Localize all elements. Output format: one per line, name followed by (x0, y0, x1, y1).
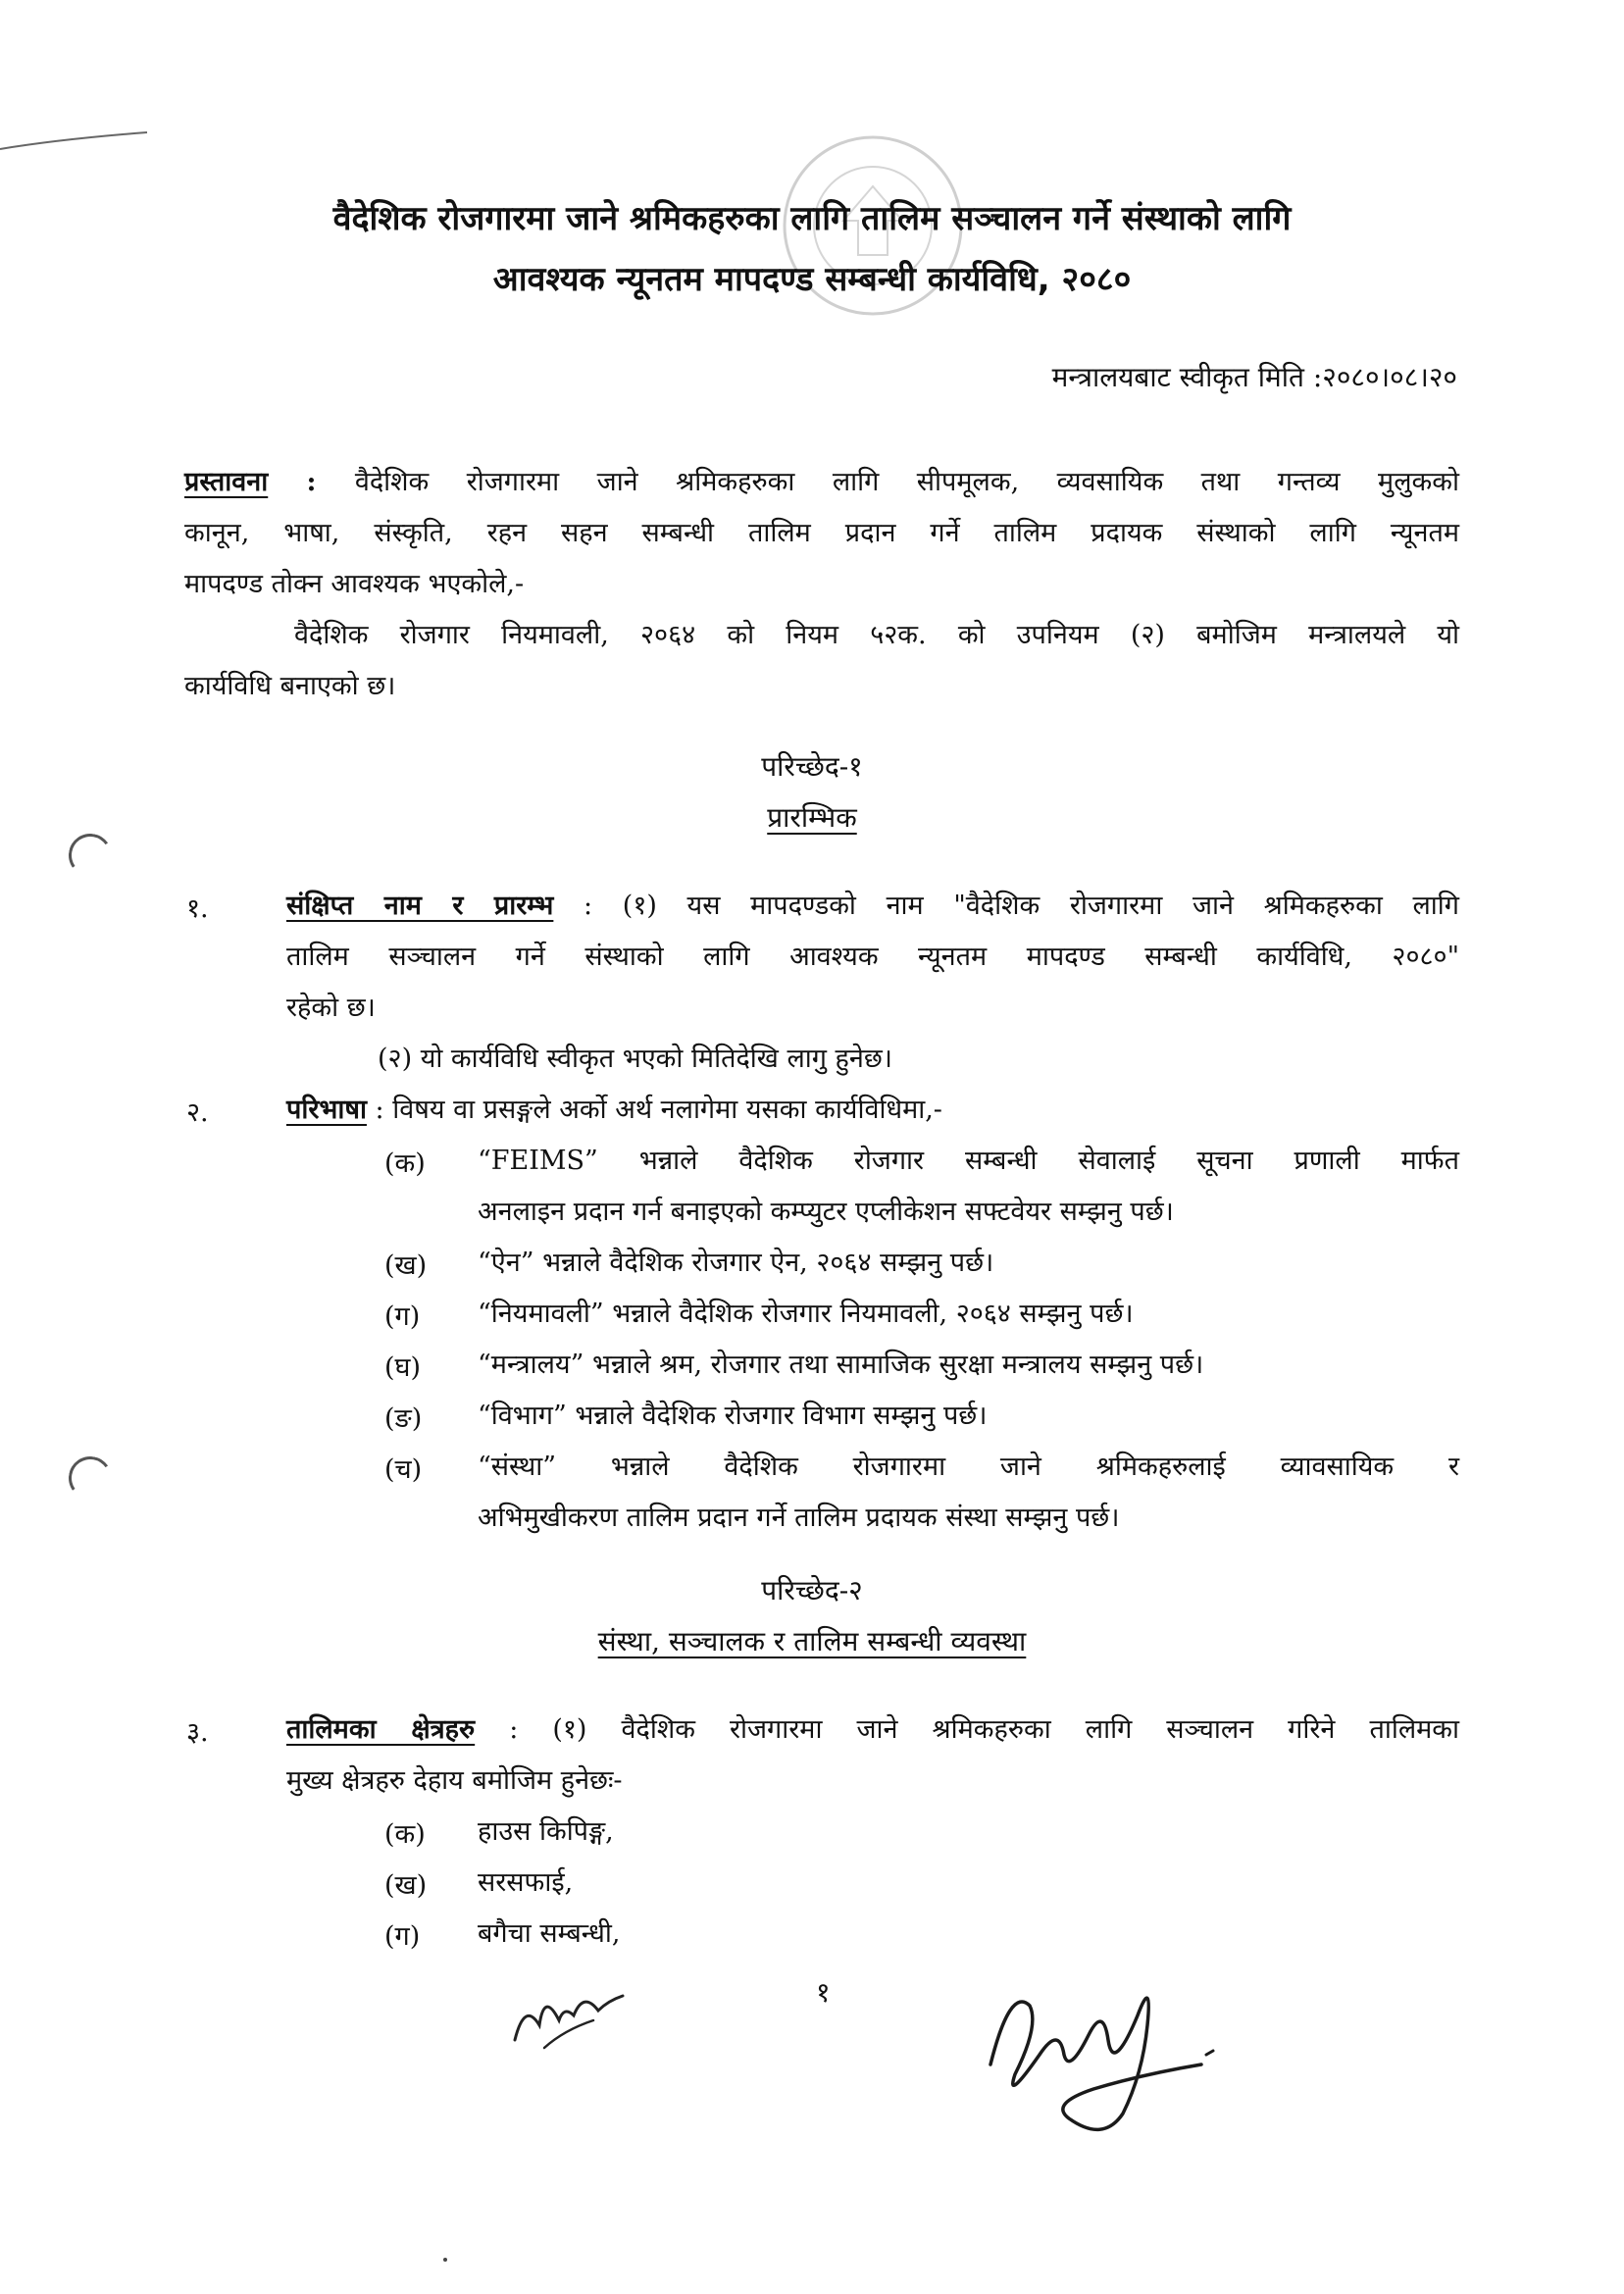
list-marker: (ख) (384, 1870, 428, 1901)
scan-dot (443, 2258, 447, 2262)
list-marker: (क) (384, 1148, 426, 1179)
definition-item: अनलाइन प्रदान गर्न बनाइएको कम्प्युटर एप्लीकेशन सफ्टवेयर सम्झनु पर्छ। (478, 1197, 1174, 1227)
section-number: २. (186, 1097, 209, 1128)
section-text: मुख्य क्षेत्रहरु देहाय बमोजिम हुनेछः- (286, 1765, 623, 1796)
list-marker: (ग) (384, 1301, 421, 1332)
definition-item: “संस्था” भन्नाले वैदेशिक रोजगारमा जाने श्रमिकहरुलाई व्यावसायिक र (478, 1452, 1459, 1482)
document-title-line2: आवश्यक न्यूनतम मापदण्ड सम्बन्धी कार्यविधि, २०८० (492, 260, 1132, 299)
section-label: तालिमका क्षेत्रहरु (286, 1714, 476, 1745)
list-marker: (ग) (384, 1921, 421, 1952)
section-text: तालिमका क्षेत्रहरु : (१) वैदेशिक रोजगारमा जाने श्रमिकहरुका लागि सञ्चालन गरिने तालिमका (286, 1714, 1460, 1745)
preamble-paragraph: कार्यविधि बनाएको छ। (184, 671, 396, 701)
punch-hole-mark (66, 831, 116, 881)
chapter-heading: परिच्छेद-२ (761, 1574, 863, 1606)
list-marker: (क) (384, 1819, 426, 1850)
training-area-item: हाउस किपिङ्ग, (478, 1816, 614, 1847)
chapter-title: प्रारम्भिक (767, 801, 857, 834)
chapter-title: संस्था, सञ्चालक र तालिम सम्बन्धी व्यवस्था (597, 1625, 1027, 1657)
document-title-line1: वैदेशिक रोजगारमा जाने श्रमिकहरुका लागि तालिम सञ्चालन गर्ने संस्थाको लागि (332, 199, 1292, 238)
list-marker: (ख) (384, 1250, 428, 1281)
chapter-heading: परिच्छेद-१ (761, 750, 863, 783)
section-label: परिभाषा (286, 1095, 367, 1125)
section-text: रहेको छ। (286, 993, 376, 1023)
preamble-line: कानून, भाषा, संस्कृति, रहन सहन सम्बन्धी तालिम प्रदान गर्ने तालिम प्रदायक संस्थाको लागि न्यूनतम (184, 518, 1459, 548)
punch-hole-mark (66, 1453, 116, 1504)
preamble-line: मापदण्ड तोक्न आवश्यक भएकोले,- (184, 569, 525, 599)
page-number: १ (816, 1976, 831, 2009)
definition-item: “ऐन” भन्नाले वैदेशिक रोजगार ऐन, २०६४ सम्झनु पर्छ। (478, 1248, 994, 1278)
section-number: १. (186, 893, 209, 924)
preamble-label: प्रस्तावना (184, 467, 269, 497)
approval-date: मन्त्रालयबाट स्वीकृत मिति :२०८०।०८।२० (1051, 361, 1457, 393)
list-marker: (ङ) (384, 1403, 423, 1434)
preamble-line: प्रस्तावना : वैदेशिक रोजगारमा जाने श्रमिकहरुका लागि सीपमूलक, व्यवसायिक तथा गन्तव्य मुलुकको (184, 467, 1459, 497)
section-text: तालिम सञ्चालन गर्ने संस्थाको लागि आवश्यक न्यूनतम मापदण्ड सम्बन्धी कार्यविधि, २०८०" (286, 942, 1459, 972)
definition-item: “मन्त्रालय” भन्नाले श्रम, रोजगार तथा सामाजिक सुरक्षा मन्त्रालय सम्झनु पर्छ। (478, 1350, 1204, 1380)
definition-item: “नियमावली” भन्नाले वैदेशिक रोजगार नियमावली, २०६४ सम्झनु पर्छ। (478, 1299, 1134, 1329)
handwritten-initials (505, 1971, 633, 2060)
subsection-text: (२) यो कार्यविधि स्वीकृत भएको मितिदेखि लागु हुनेछ। (378, 1044, 893, 1074)
training-area-item: सरसफाई, (478, 1867, 574, 1898)
preamble-paragraph: वैदेशिक रोजगार नियमावली, २०६४ को नियम ५२क. को उपनियम (२) बमोजिम मन्त्रालयले यो (294, 620, 1459, 650)
section-text: संक्षिप्त नाम र प्रारम्भ : (१) यस मापदण्डको नाम "वैदेशिक रोजगारमा जाने श्रमिकहरुका लागि (286, 891, 1459, 921)
definition-item: “विभाग” भन्नाले वैदेशिक रोजगार विभाग सम्झनु पर्छ। (478, 1401, 988, 1431)
handwritten-signature (956, 1947, 1250, 2153)
scan-mark-line (0, 127, 157, 157)
section-number: ३. (186, 1717, 209, 1748)
section-label: संक्षिप्त नाम र प्रारम्भ (286, 891, 554, 921)
training-area-item: बगैचा सम्बन्धी, (478, 1918, 621, 1949)
list-marker: (घ) (384, 1352, 422, 1383)
section-text: परिभाषा : विषय वा प्रसङ्गले अर्को अर्थ नलागेमा यसका कार्यविधिमा,- (286, 1095, 942, 1125)
list-marker: (च) (384, 1454, 423, 1485)
definition-item: अभिमुखीकरण तालिम प्रदान गर्ने तालिम प्रदायक संस्था सम्झनु पर्छ। (478, 1503, 1120, 1533)
definition-item: “FEIMS” भन्नाले वैदेशिक रोजगार सम्बन्धी सेवालाई सूचना प्रणाली मार्फत (478, 1146, 1459, 1176)
